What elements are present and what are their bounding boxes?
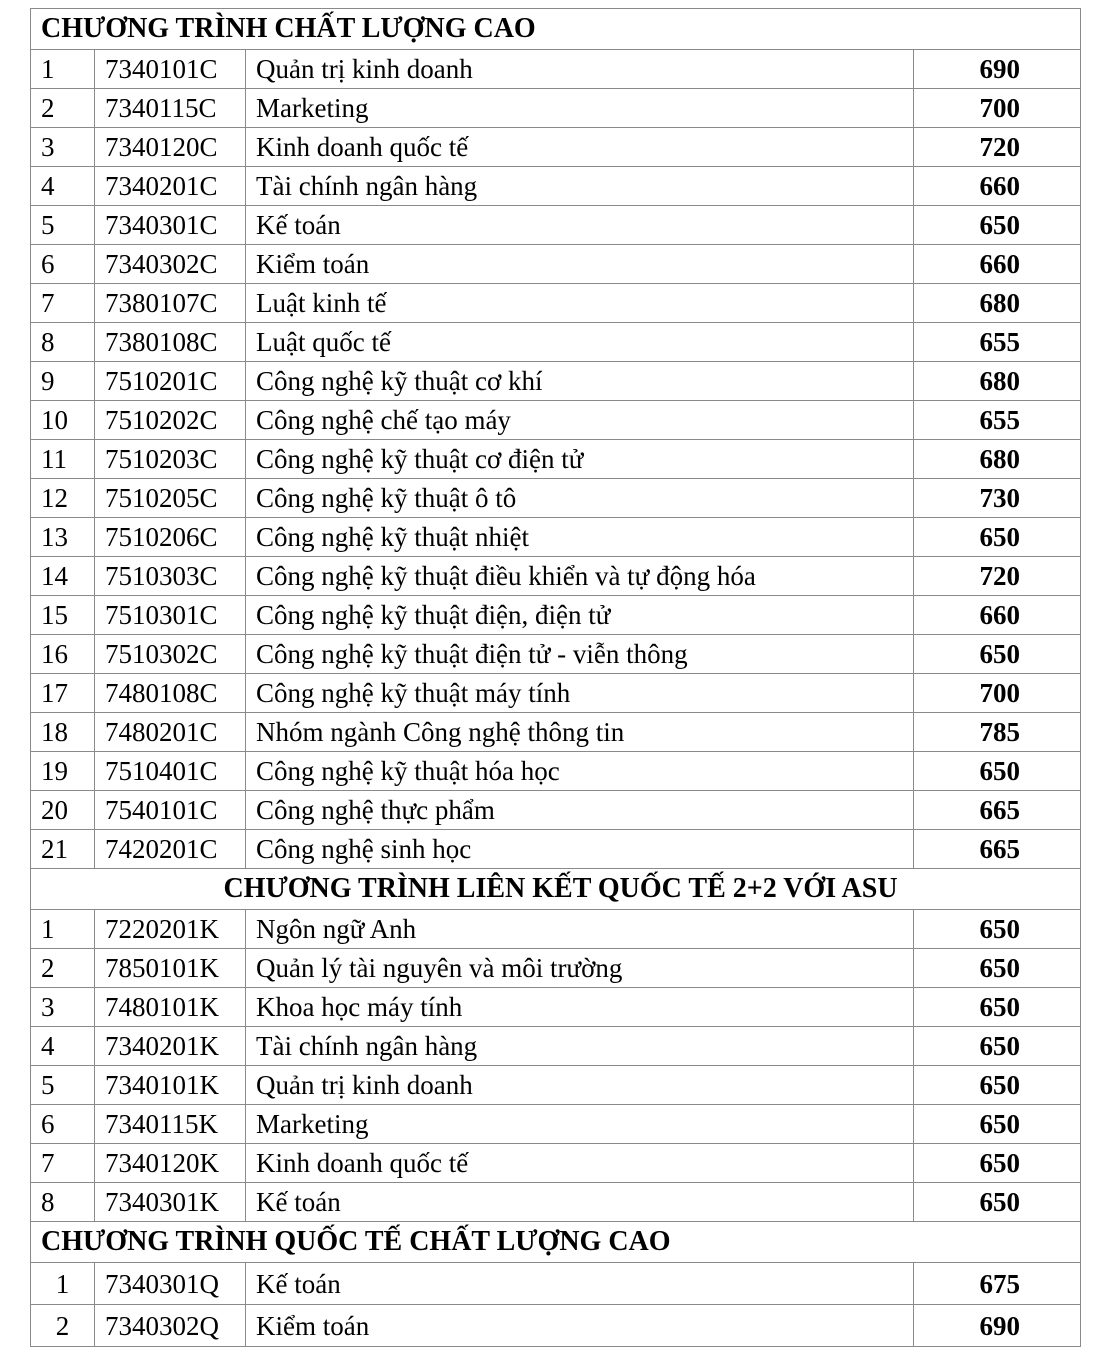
table-row: [31, 830, 1081, 869]
program-name-cell: Khoa học máy tính: [246, 988, 914, 1027]
score-cell: 650: [914, 635, 1081, 674]
program-name-cell: Công nghệ kỹ thuật cơ khí: [246, 362, 914, 401]
row-index-cell: 8: [31, 1183, 95, 1222]
table-row: [31, 596, 1081, 635]
program-name-cell: Công nghệ kỹ thuật ô tô: [246, 479, 914, 518]
score-cell: 720: [914, 128, 1081, 167]
program-name-cell: Công nghệ kỹ thuật cơ điện tử: [246, 440, 914, 479]
table-row: [31, 89, 1081, 128]
table-row: [31, 440, 1081, 479]
row-index-cell: 1: [31, 50, 95, 89]
section-title: CHƯƠNG TRÌNH CHẤT LƯỢNG CAO: [31, 9, 1081, 50]
program-code-cell: 7340301C: [95, 206, 246, 245]
row-index-cell: 10: [31, 401, 95, 440]
row-index-cell: 7: [31, 1144, 95, 1183]
program-code-cell: 7480108C: [95, 674, 246, 713]
row-index-cell: 4: [31, 167, 95, 206]
program-code-cell: 7340302C: [95, 245, 246, 284]
row-index-cell: 7: [31, 284, 95, 323]
table-row: [31, 557, 1081, 596]
row-index-cell: 15: [31, 596, 95, 635]
program-name-cell: Kinh doanh quốc tế: [246, 128, 914, 167]
table-row: [31, 1066, 1081, 1105]
score-cell: 700: [914, 674, 1081, 713]
row-index-cell: 20: [31, 791, 95, 830]
table-row: [31, 791, 1081, 830]
row-index-cell: 8: [31, 323, 95, 362]
table-row: [31, 635, 1081, 674]
table-row: [31, 167, 1081, 206]
row-index-cell: 13: [31, 518, 95, 557]
program-code-cell: 7220201K: [95, 910, 246, 949]
score-cell: 690: [914, 50, 1081, 89]
program-name-cell: Nhóm ngành Công nghệ thông tin: [246, 713, 914, 752]
table-row: [31, 949, 1081, 988]
program-code-cell: 7380107C: [95, 284, 246, 323]
table-row: [31, 479, 1081, 518]
program-code-cell: 7340301Q: [95, 1263, 246, 1305]
program-code-cell: 7510301C: [95, 596, 246, 635]
program-code-cell: 7510202C: [95, 401, 246, 440]
table-row: [31, 1263, 1081, 1305]
program-code-cell: 7510203C: [95, 440, 246, 479]
program-code-cell: 7380108C: [95, 323, 246, 362]
program-code-cell: 7510302C: [95, 635, 246, 674]
row-index-cell: 11: [31, 440, 95, 479]
row-index-cell: 12: [31, 479, 95, 518]
program-name-cell: Kiểm toán: [246, 1305, 914, 1347]
table-row: [31, 910, 1081, 949]
table-row: [31, 284, 1081, 323]
program-code-cell: 7480101K: [95, 988, 246, 1027]
program-name-cell: Quản lý tài nguyên và môi trường: [246, 949, 914, 988]
program-code-cell: 7510205C: [95, 479, 246, 518]
admission-score-table: [30, 8, 1081, 1347]
row-index-cell: 2: [31, 949, 95, 988]
score-cell: 660: [914, 596, 1081, 635]
table-row: [31, 1144, 1081, 1183]
score-cell: 665: [914, 791, 1081, 830]
row-index-cell: 1: [31, 1263, 95, 1305]
program-name-cell: Marketing: [246, 1105, 914, 1144]
score-cell: 650: [914, 1105, 1081, 1144]
program-code-cell: 7340101C: [95, 50, 246, 89]
program-name-cell: Công nghệ chế tạo máy: [246, 401, 914, 440]
program-name-cell: Công nghệ kỹ thuật điện tử - viễn thông: [246, 635, 914, 674]
row-index-cell: 5: [31, 1066, 95, 1105]
section-header-2: [31, 869, 1081, 910]
table-row: [31, 206, 1081, 245]
program-name-cell: Kiểm toán: [246, 245, 914, 284]
program-name-cell: Công nghệ thực phẩm: [246, 791, 914, 830]
program-code-cell: 7340115K: [95, 1105, 246, 1144]
table-row: [31, 752, 1081, 791]
program-name-cell: Kế toán: [246, 1263, 914, 1305]
table-row: [31, 50, 1081, 89]
program-name-cell: Quản trị kinh doanh: [246, 1066, 914, 1105]
program-name-cell: Công nghệ kỹ thuật điều khiển và tự động hóa: [246, 557, 914, 596]
program-name-cell: Quản trị kinh doanh: [246, 50, 914, 89]
program-name-cell: Kế toán: [246, 1183, 914, 1222]
score-cell: 660: [914, 167, 1081, 206]
section-header-1: [31, 9, 1081, 50]
score-cell: 650: [914, 1144, 1081, 1183]
table-row: [31, 713, 1081, 752]
program-code-cell: 7480201C: [95, 713, 246, 752]
table-row: [31, 245, 1081, 284]
program-code-cell: 7510201C: [95, 362, 246, 401]
score-cell: 650: [914, 206, 1081, 245]
section-title: CHƯƠNG TRÌNH LIÊN KẾT QUỐC TẾ 2+2 VỚI ASU: [31, 869, 1081, 910]
program-code-cell: 7510303C: [95, 557, 246, 596]
program-name-cell: Kế toán: [246, 206, 914, 245]
score-cell: 655: [914, 401, 1081, 440]
row-index-cell: 1: [31, 910, 95, 949]
score-cell: 720: [914, 557, 1081, 596]
row-index-cell: 17: [31, 674, 95, 713]
program-code-cell: 7420201C: [95, 830, 246, 869]
row-index-cell: 16: [31, 635, 95, 674]
score-cell: 665: [914, 830, 1081, 869]
program-name-cell: Tài chính ngân hàng: [246, 167, 914, 206]
table-row: [31, 1305, 1081, 1347]
program-code-cell: 7510401C: [95, 752, 246, 791]
section-title: CHƯƠNG TRÌNH QUỐC TẾ CHẤT LƯỢNG CAO: [31, 1222, 1081, 1263]
table-row: [31, 674, 1081, 713]
score-cell: 650: [914, 518, 1081, 557]
program-code-cell: 7340201C: [95, 167, 246, 206]
row-index-cell: 19: [31, 752, 95, 791]
section-header-3: [31, 1222, 1081, 1263]
row-index-cell: 2: [31, 1305, 95, 1347]
program-code-cell: 7340101K: [95, 1066, 246, 1105]
table-row: [31, 323, 1081, 362]
program-code-cell: 7340120C: [95, 128, 246, 167]
program-code-cell: 7340301K: [95, 1183, 246, 1222]
program-code-cell: 7850101K: [95, 949, 246, 988]
score-cell: 700: [914, 89, 1081, 128]
row-index-cell: 3: [31, 988, 95, 1027]
table-row: [31, 1183, 1081, 1222]
score-cell: 650: [914, 949, 1081, 988]
program-name-cell: Công nghệ kỹ thuật nhiệt: [246, 518, 914, 557]
table-row: [31, 128, 1081, 167]
program-code-cell: 7540101C: [95, 791, 246, 830]
score-cell: 785: [914, 713, 1081, 752]
row-index-cell: 5: [31, 206, 95, 245]
table-row: [31, 518, 1081, 557]
score-cell: 650: [914, 910, 1081, 949]
score-cell: 660: [914, 245, 1081, 284]
score-cell: 680: [914, 284, 1081, 323]
program-name-cell: Tài chính ngân hàng: [246, 1027, 914, 1066]
program-name-cell: Công nghệ kỹ thuật máy tính: [246, 674, 914, 713]
table-row: [31, 1105, 1081, 1144]
row-index-cell: 21: [31, 830, 95, 869]
table-row: [31, 362, 1081, 401]
table-row: [31, 401, 1081, 440]
program-name-cell: Công nghệ kỹ thuật hóa học: [246, 752, 914, 791]
score-cell: 675: [914, 1263, 1081, 1305]
program-name-cell: Công nghệ sinh học: [246, 830, 914, 869]
score-cell: 650: [914, 1027, 1081, 1066]
score-cell: 690: [914, 1305, 1081, 1347]
row-index-cell: 14: [31, 557, 95, 596]
program-code-cell: 7340120K: [95, 1144, 246, 1183]
program-name-cell: Luật quốc tế: [246, 323, 914, 362]
row-index-cell: 4: [31, 1027, 95, 1066]
score-cell: 650: [914, 988, 1081, 1027]
row-index-cell: 2: [31, 89, 95, 128]
program-code-cell: 7340201K: [95, 1027, 246, 1066]
table-row: [31, 1027, 1081, 1066]
program-code-cell: 7510206C: [95, 518, 246, 557]
program-name-cell: Luật kinh tế: [246, 284, 914, 323]
row-index-cell: 9: [31, 362, 95, 401]
score-cell: 655: [914, 323, 1081, 362]
table-body: [31, 9, 1081, 1347]
score-cell: 650: [914, 1183, 1081, 1222]
score-cell: 680: [914, 440, 1081, 479]
row-index-cell: 18: [31, 713, 95, 752]
program-name-cell: Ngôn ngữ Anh: [246, 910, 914, 949]
program-name-cell: Kinh doanh quốc tế: [246, 1144, 914, 1183]
score-cell: 650: [914, 752, 1081, 791]
score-cell: 680: [914, 362, 1081, 401]
program-name-cell: Công nghệ kỹ thuật điện, điện tử: [246, 596, 914, 635]
row-index-cell: 6: [31, 1105, 95, 1144]
program-code-cell: 7340302Q: [95, 1305, 246, 1347]
program-name-cell: Marketing: [246, 89, 914, 128]
program-code-cell: 7340115C: [95, 89, 246, 128]
row-index-cell: 3: [31, 128, 95, 167]
row-index-cell: 6: [31, 245, 95, 284]
table-row: [31, 988, 1081, 1027]
score-cell: 650: [914, 1066, 1081, 1105]
score-cell: 730: [914, 479, 1081, 518]
